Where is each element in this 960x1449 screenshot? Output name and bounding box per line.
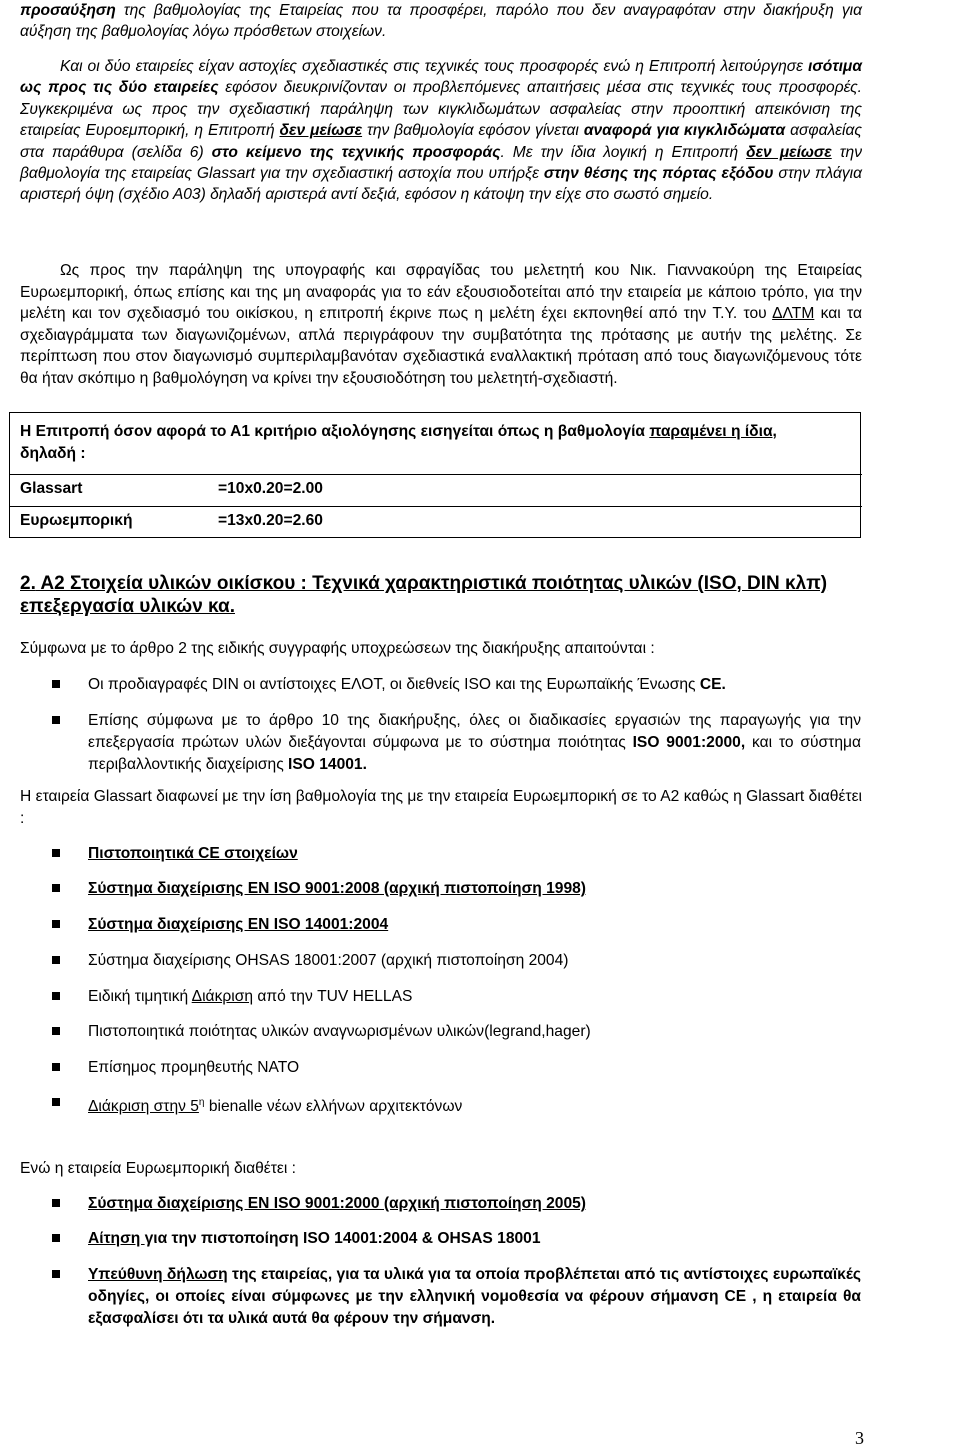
section-title-text: Α2 Στοιχεία υλικών οικίσκου : Τεχνικά χαρακτηριστικά ποιότητας υλικών (ISO, DIN κλπ) επεξεργασία υλικών κα. bbox=[20, 573, 828, 617]
list-item-text bbox=[88, 674, 861, 696]
p1-bold: προσαύξηση bbox=[20, 2, 116, 19]
bullet-square-icon bbox=[52, 1027, 60, 1035]
paragraph-3 bbox=[20, 260, 862, 390]
bullet-square-icon bbox=[52, 920, 60, 928]
score-divider-2 bbox=[10, 506, 862, 507]
item-text: της εταιρείας, για τα υλικά για τα οποία προβλέπεται από τις αντίστοιχες ευρωπαϊκές οδηγίες, οι οποίες είναι σύμφωνες με την ελληνική νομοθεσία να φέρουν σήμανση CE , η εταιρεία θα εξασφαλίσει ότι τα υλικά αυτά θα φέρουν την σήμανση. bbox=[88, 1266, 861, 1327]
page-number: 3 bbox=[855, 1428, 864, 1448]
list-item-text bbox=[88, 1228, 861, 1250]
list-item-text: Σύστημα διαχείρισης OHSAS 18001:2007 (αρχική πιστοποίηση 2004) bbox=[88, 952, 569, 969]
bullet-square-icon bbox=[52, 1199, 60, 1207]
p2-bold-2: αναφορά για κιγκλιδώματα bbox=[583, 122, 786, 140]
bullet-square-icon bbox=[52, 1234, 60, 1242]
intro-euro: Ενώ η εταιρεία Ευρωεμπορική διαθέτει : bbox=[20, 1160, 296, 1177]
score-value: =13x0.20=2.60 bbox=[218, 512, 323, 529]
section-number: 2. bbox=[20, 573, 36, 594]
list-item-text: Σύστημα διαχείρισης EN ISO 9001:2000 (αρχική πιστοποίηση 2005) bbox=[88, 1195, 586, 1212]
p1-text: της βαθμολογίας της Εταιρείας που τα προσφέρει, παρόλο που δεν αναγραφόταν στην διακήρυξη για αύξηση της βαθμολογίας λόγω πρόσθετων στοιχείων. bbox=[20, 2, 862, 41]
bullet-bold-2: ISO 14001. bbox=[288, 756, 367, 773]
score-name: Ευρωεμπορική bbox=[20, 512, 133, 529]
p2-text-2: εφόσον διευκρινίζονταν οι προβλεπόμενες απαιτήσεις μέσα στις τεχνικές τους προσφορές. Συγκεκριμένα ως προς την σχεδιαστική παράληψη των κιγκλιδωμάτων ασφαλείας στην προοπτική απεικόνιση της εταιρείας Ευροεμπορική, η Επιτροπή bbox=[20, 79, 862, 140]
list-item-text bbox=[88, 1092, 861, 1118]
p2-text-7: στην πλάγια αριστερή όψη (σχέδιο Α03) δηλαδή αριστερά αντί δεξιά, εφόσον η κάτοψη την είχε στο σωστό σημείο. bbox=[20, 165, 862, 204]
item-text-end: από την TUV HELLAS bbox=[253, 988, 413, 1005]
p2-bold-4: στην θέσης της πόρτας εξόδου bbox=[543, 165, 774, 183]
score-box bbox=[9, 412, 861, 538]
bullet-square-icon bbox=[52, 992, 60, 1000]
bullet-bold: CE. bbox=[699, 676, 726, 693]
p2-text-4: ασφαλείας στα παράθυρα (σελίδα 6) bbox=[20, 122, 862, 161]
score-box-heading bbox=[20, 421, 854, 465]
p3-text-2: και τα σχεδιαγράμματα των διαγωνιζομένων, απλά περιγράφουν την συμβατότητα της πρότασης με αυτήν της μελέτης. Σε περίπτωση που στον διαγωνισμό συμπεριλαμβανόταν σχεδιαστικά εναλλακτική πρόταση από τους διαγωνιζόμενους τότε θα ήταν σκόπιμο η βαθμολόγηση να κρίνει την εξουσιοδότηση του μελετητή-σχεδιαστή. bbox=[20, 305, 862, 387]
section-heading bbox=[20, 572, 865, 618]
item-underline: Υπεύθυνη δήλωση bbox=[88, 1266, 228, 1283]
bullet-square-icon bbox=[52, 884, 60, 892]
item-text-end: bienalle νέων ελλήνων αρχιτεκτόνων bbox=[204, 1098, 463, 1116]
p2-text-3: την βαθμολογία εφόσον γίνεται bbox=[362, 122, 584, 140]
p3-text-1: Ως προς την παράληψη της υπογραφής και σφραγίδας του μελετητή κου Νικ. Γιαννακούρη της Εταιρείας Ευρωεμπορική, όπως επίσης και της μη αναφοράς για το εάν εξουσιοδοτείται από την εταιρεία με κάποιο τρόπο, για την μελέτη και τον σχεδιασμό του οικίσκου, η επιτροπή έκρινε πως η μελέτη έχει εκπονηθεί από την Τ.Υ. του bbox=[20, 262, 862, 323]
score-head-text: Η Επιτροπή όσον αφορά το Α1 κριτήριο αξιολόγησης εισηγείται όπως η βαθμολογία bbox=[20, 423, 650, 440]
bullet-square-icon bbox=[52, 849, 60, 857]
bullet-text: Οι προδιαγραφές DIN οι αντίστοιχες ΕΛΟΤ, οι διεθνείς ISO και της Ευρωπαϊκής Ένωσης bbox=[88, 676, 700, 693]
score-value: =10x0.20=2.00 bbox=[218, 480, 323, 497]
score-head-underlined: παραμένει η ίδια, bbox=[649, 423, 777, 440]
item-underline: Διάκριση bbox=[191, 988, 253, 1005]
list-item-text: Πιστοποιητικά ποιότητας υλικών αναγνωρισμένων υλικών(legrand,hager) bbox=[88, 1023, 591, 1040]
score-row-glassart bbox=[20, 480, 323, 498]
list-item-text: Επίσημος προμηθευτής ΝΑΤΟ bbox=[88, 1059, 300, 1076]
score-divider-1 bbox=[10, 474, 862, 475]
list-item-text bbox=[88, 1264, 861, 1330]
bullet-text: Επίσης σύμφωνα με το άρθρο 10 της διακήρυξης, όλες οι διαδικασίες εργασιών της παραγωγής για την επεξεργασία πρώτων υλών διεξάγονται σύμφωνα με το σύστημα ποιότητας bbox=[88, 712, 861, 751]
list-item-text bbox=[88, 710, 861, 776]
list-item-text: Πιστοποιητικά CE στοιχείων bbox=[88, 845, 298, 862]
paragraph-1 bbox=[20, 0, 862, 43]
p2-bold-3: στο κείμενο της τεχνικής προσφοράς bbox=[211, 143, 501, 161]
intro-requirements: Σύμφωνα με το άρθρο 2 της ειδικής συγγραφής υποχρεώσεων της διακήρυξης απαιτούνται : bbox=[20, 640, 655, 657]
list-item-text: Σύστημα διαχείρισης EN ISO 14001:2004 bbox=[88, 916, 389, 933]
list-item-text bbox=[88, 986, 861, 1008]
bullet-bold-1: ISO 9001:2000, bbox=[632, 734, 746, 751]
p2-text-6: την βαθμολογία της εταιρείας Glassart για την σχεδιαστική αστοχία που υπήρξε bbox=[20, 143, 862, 183]
bullet-square-icon bbox=[52, 680, 60, 688]
p2-text-5: . Με την ίδια λογική η Επιτροπή bbox=[500, 143, 747, 161]
bullet-square-icon bbox=[52, 1098, 60, 1106]
item-underline: Αίτηση bbox=[88, 1230, 145, 1247]
p2-bold-underline-1: δεν μείωσε bbox=[279, 122, 363, 140]
item-text: Ειδική τιμητική bbox=[88, 988, 192, 1005]
score-name: Glassart bbox=[20, 480, 83, 497]
item-underline: Διάκριση στην 5 bbox=[88, 1098, 199, 1116]
p2-bold-underline-2: δεν μείωσε bbox=[746, 143, 832, 161]
score-head-end: δηλαδή : bbox=[20, 445, 86, 462]
item-superscript: η bbox=[198, 1097, 205, 1108]
bullet-square-icon bbox=[52, 1063, 60, 1071]
bullet-square-icon bbox=[52, 956, 60, 964]
score-row-euro bbox=[20, 512, 323, 530]
bullet-square-icon bbox=[52, 716, 60, 724]
list-item-text: Σύστημα διαχείρισης EN ISO 9001:2008 (αρχική πιστοποίηση 1998) bbox=[88, 880, 586, 897]
p3-underline-1: ΔΛΤΜ bbox=[772, 305, 815, 323]
bullet-square-icon bbox=[52, 1270, 60, 1278]
bullet-text-mid: και το σύστημα περιβαλλοντικής διαχείρισης bbox=[88, 734, 861, 773]
p2-text-1: Και οι δύο εταιρείες είχαν αστοχίες σχεδιαστικές στις τεχνικές τους προσφορές ενώ η Επιτροπή λειτούργησε bbox=[60, 58, 809, 75]
p2-bold-1: ισότιμα ως προς τις δύο εταιρείες bbox=[20, 58, 862, 97]
item-text: για την πιστοποίηση ISO 14001:2004 & OHSAS 18001 bbox=[144, 1230, 541, 1247]
paragraph-2 bbox=[20, 56, 862, 206]
intro-glassart: Η εταιρεία Glassart διαφωνεί με την ίση βαθμολογία της με την εταιρεία Ευρωεμπορική σε το Α2 καθώς η Glassart διαθέτει : bbox=[20, 788, 862, 827]
